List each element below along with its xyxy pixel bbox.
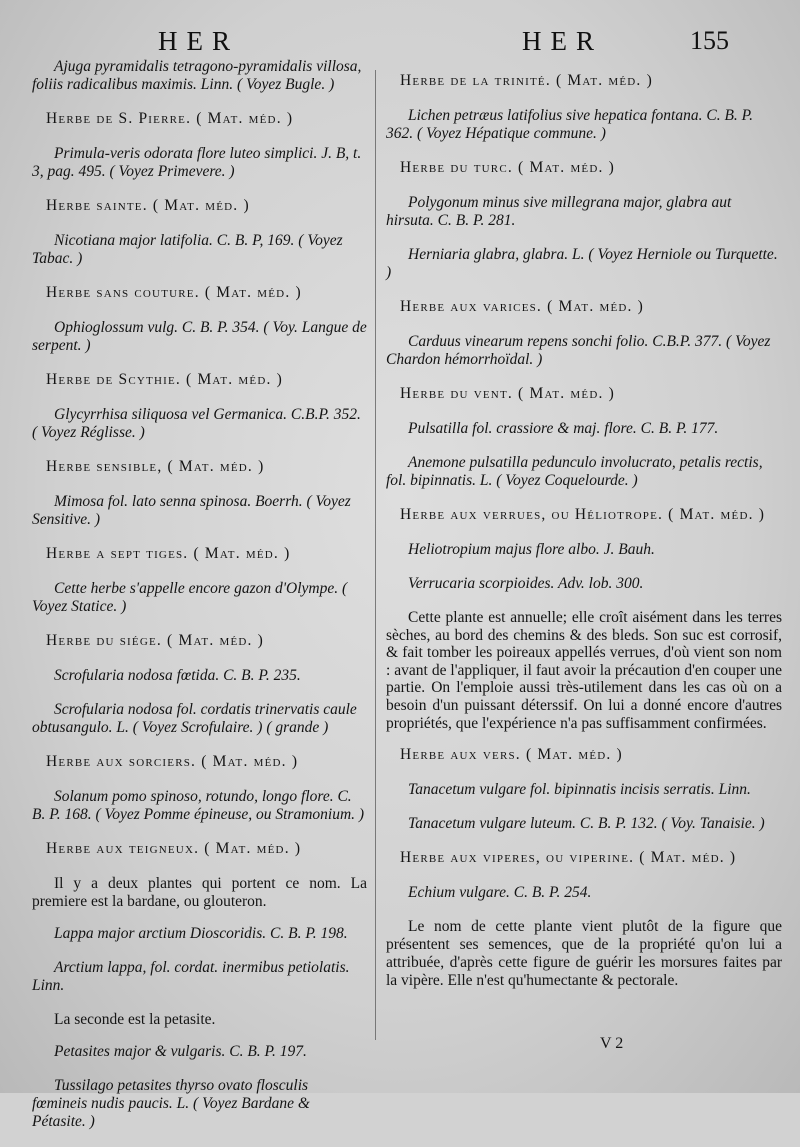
left-entry-heading: Herbe sans couture. ( Mat. méd. ) [46,284,302,301]
left-synonym-line: Lappa major arctium Dioscoridis. C. B. P. 198. [54,925,348,942]
right-synonym-line: Verrucaria scorpioides. Adv. lob. 300. [408,575,644,592]
left-entry-heading: Herbe aux sorciers. ( Mat. méd. ) [46,753,299,770]
right-synonym-line: Heliotropium majus flore albo. J. Bauh. [408,541,655,558]
right-entry-heading: Herbe aux verrues, ou Héliotrope. ( Mat. méd. ) [400,506,766,523]
left-synonym-line: Solanum pomo spinoso, rotundo, longo flore. C. B. P. 168. ( Voyez Pomme épineuse, ou Stramonium. ) [32,788,365,823]
left-synonym-line: Petasites major & vulgaris. C. B. P. 197. [54,1043,307,1060]
right-entry-heading: Herbe du turc. ( Mat. méd. ) [400,159,615,176]
left-synonym-line: Ophioglossum vulg. C. B. P. 354. ( Voy. Langue de serpent. ) [32,319,367,354]
column-divider [375,70,376,1040]
left-synonym-line: Ajuga pyramidalis tetragono-pyramidalis villosa, foliis radicalibus maximis. Linn. ( Voyez Bugle. ) [32,58,362,93]
right-paragraph: Le nom de cette plante vient plutôt de la figure que présentent ses semences, que de la propriété qu'on lui a attribuée, d'après cette figure de guérir les morsures faites par la vipère. Elle n'est qu'humectante & pectorale. [386,918,782,990]
right-synonym-line: Tanacetum vulgare fol. bipinnatis incisis serratis. Linn. [408,781,751,799]
running-head-left: HER [158,26,239,56]
left-synonym-line: Arctium lappa, fol. cordat. inermibus petiolatis. Linn. [32,959,350,994]
left-paragraph: Il y a deux plantes qui portent ce nom. La premiere est la bardane, ou glouteron. [32,875,367,910]
left-synonym-line: Tussilago petasites thyrso ovato flosculis fœmineis nudis paucis. L. ( Voyez Bardane & Pétasite. ) [32,1077,310,1130]
right-column [386,58,782,1004]
left-entry-heading: Herbe sensible, ( Mat. méd. ) [46,458,265,475]
right-synonym-line: Carduus vinearum repens sonchi folio. C.B.P. 377. ( Voyez Chardon hémorrhoïdal. ) [386,333,771,368]
left-entry-heading: Herbe aux teigneux. ( Mat. méd. ) [46,840,302,857]
right-synonym-line: Tanacetum vulgare luteum. C. B. P. 132. ( Voy. Tanaisie. ) [408,815,765,833]
left-entry-heading: Herbe du siége. ( Mat. méd. ) [46,632,265,649]
page-number: 155 [690,26,729,55]
right-entry-heading: Herbe aux vers. ( Mat. méd. ) [400,746,623,764]
right-synonym-line: Anemone pulsatilla pedunculo involucrato, petalis rectis, fol. bipinnatis. L. ( Voyez Coquelourde. ) [386,454,763,489]
right-synonym-line: Herniaria glabra, glabra. L. ( Voyez Herniole ou Turquette. ) [386,246,778,281]
left-paragraph: La seconde est la petasite. [54,1011,216,1028]
right-entry-heading: Herbe de la trinité. ( Mat. méd. ) [400,72,653,89]
right-paragraph: Cette plante est annuelle; elle croît aisément dans les terres sèches, au bord des chemins & des bleds. Son suc est corrosif, & fait tomber les poireaux appellés verrues, d'où vient son nom : avant de l'appliquer, il faut avoir la précaution d'en couper une partie. On l'emploie aussi très-utilement dans les cas où on a besoin d'un puissant déterssif. On lui a donné encore d'autres propriétés, que l'expérience n'a pas suffisamment confirmées. [386,609,782,732]
left-column [32,58,367,1147]
right-synonym-line: Lichen petræus latifolius sive hepatica fontana. C. B. P. 362. ( Voyez Hépatique commune. ) [386,107,754,142]
left-synonym-line: Nicotiana major latifolia. C. B. P, 169. ( Voyez Tabac. ) [32,232,343,267]
right-entry-heading: Herbe du vent. ( Mat. méd. ) [400,385,615,402]
left-synonym-line: Scrofularia nodosa fol. cordatis trinervatis caule obtusangulo. L. ( Voyez Scrofulaire. ) ( grande ) [32,701,357,736]
right-synonym-line: Echium vulgare. C. B. P. 254. [408,884,592,902]
signature-mark: V 2 [600,1035,624,1052]
left-entry-heading: Herbe a sept tiges. ( Mat. méd. ) [46,545,291,562]
right-synonym-line: Pulsatilla fol. crassiore & maj. flore. C. B. P. 177. [408,420,719,437]
right-synonym-line: Polygonum minus sive millegrana major, glabra aut hirsuta. C. B. P. 281. [386,194,732,229]
left-entry-heading: Herbe sainte. ( Mat. méd. ) [46,197,250,214]
left-entry-heading: Herbe de Scythie. ( Mat. méd. ) [46,371,283,388]
left-synonym-line: Mimosa fol. lato senna spinosa. Boerrh. ( Voyez Sensitive. ) [32,493,351,528]
left-synonym-line: Primula-veris odorata flore luteo simplici. J. B, t. 3, pag. 495. ( Voyez Primevere. ) [32,145,362,180]
right-entry-heading: Herbe aux viperes, ou viperine. ( Mat. méd. ) [400,849,737,867]
right-entry-heading: Herbe aux varices. ( Mat. méd. ) [400,298,645,315]
running-head-right: HER [522,26,603,56]
left-entry-heading: Herbe de S. Pierre. ( Mat. méd. ) [46,110,294,127]
left-synonym-line: Glycyrrhisa siliquosa vel Germanica. C.B.P. 352. ( Voyez Réglisse. ) [32,406,361,441]
left-synonym-line: Scrofularia nodosa fœtida. C. B. P. 235. [54,667,301,684]
left-synonym-line: Cette herbe s'appelle encore gazon d'Olympe. ( Voyez Statice. ) [32,580,348,615]
